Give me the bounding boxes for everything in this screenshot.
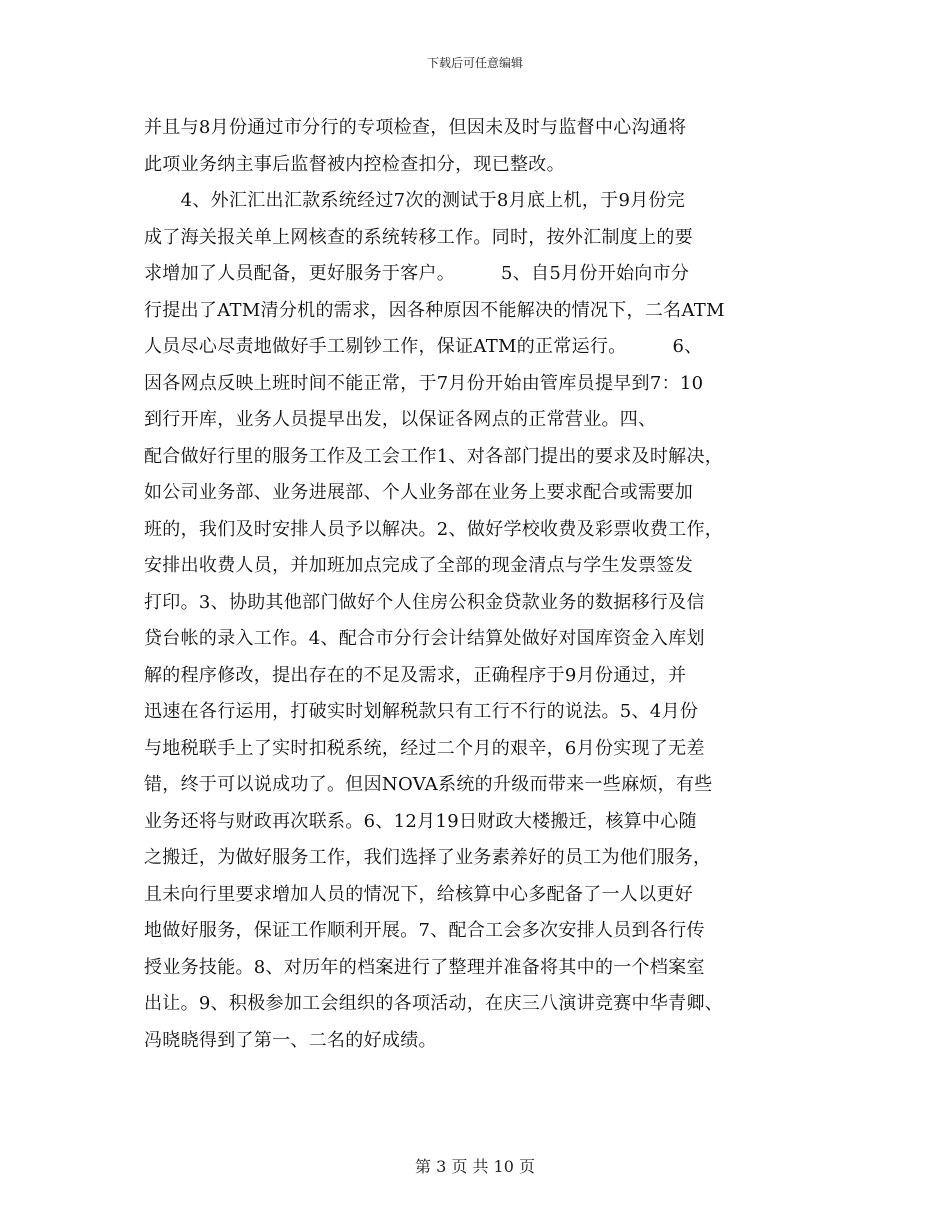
body-line: 到行开库，业务人员提早出发，以保证各网点的正常营业。四、 [144, 409, 657, 430]
body-line: 求增加了人员配备，更好服务于客户。 5、自5月份开始向市分 [144, 263, 690, 284]
body-line: 且未向行里要求增加人员的情况下，给核算中心多配备了一人以更好 [144, 883, 693, 905]
body-line: 成了海关报关单上网核查的系统转移工作。同时，按外汇制度上的要 [144, 226, 693, 248]
body-line: 班的，我们及时安排人员予以解决。2、做好学校收费及彩票收费工作， [144, 518, 724, 540]
body-line: 因各网点反映上班时间不能正常，于7月份开始由管库员提早到7：10 [144, 372, 704, 394]
body-line: 授业务技能。8、对历年的档案进行了整理并准备将其中的一个档案室 [144, 956, 705, 978]
body-line: 打印。3、协助其他部门做好个人住房公积金贷款业务的数据移行及信 [144, 591, 705, 613]
body-line: 此项业务纳主事后监督被内控检查扣分，现已整改。 [144, 153, 565, 175]
body-line: 地做好服务，保证工作顺利开展。7、配合工会多次安排人员到各行传 [144, 920, 705, 941]
body-line: 错，终于可以说成功了。但因NOVA系统的升级而带来一些麻烦，有些 [144, 774, 713, 795]
body-line: 解的程序修改，提出存在的不足及需求，正确程序于9月份通过，并 [144, 664, 687, 686]
body-line: 配合做好行里的服务工作及工会工作1、对各部门提出的要求及时解决， [144, 445, 724, 467]
body-line: 并且与8月份通过市分行的专项检查，但因未及时与监督中心沟通将 [144, 117, 687, 138]
body-line: 出让。9、积极参加工会组织的各项活动，在庆三八演讲竞赛中华青卿、 [144, 993, 724, 1014]
header-note: 下载后可任意编辑 [426, 56, 523, 70]
body-line: 安排出收费人员，并加班加点完成了全部的现金清点与学生发票签发 [144, 555, 693, 576]
body-line: 冯晓晓得到了第一、二名的好成绩。 [144, 1029, 437, 1051]
body-line: 之搬迁，为做好服务工作，我们选择了业务素养好的员工为他们服务， [144, 847, 712, 868]
body-line: 如公司业务部、业务进展部、个人业务部在业务上要求配合或需要加 [144, 482, 693, 503]
body-line: 与地税联手上了实时扣税系统，经过二个月的艰辛，6月份实现了无差 [144, 737, 705, 759]
page-number: 第 3 页 共 10 页 [415, 1157, 535, 1176]
document-body [144, 110, 824, 1059]
body-line: 人员尽心尽责地做好手工剔钞工作，保证ATM的正常运行。 6、 [144, 336, 703, 357]
body-line: 迅速在各行运用，打破实时划解税款只有工行不行的说法。5、4月份 [144, 701, 699, 722]
body-line: 4、外汇汇出汇款系统经过7次的测试于8月底上机，于9月份完 [144, 190, 686, 211]
body-line: 贷台帐的录入工作。4、配合市分行会计结算处做好对国库资金入库划 [144, 628, 705, 649]
body-line: 业务还将与财政再次联系。6、12月19日财政大楼搬迁，核算中心随 [144, 810, 697, 832]
body-line: 行提出了ATM清分机的需求，因各种原因不能解决的情况下，二名ATM [144, 299, 725, 321]
